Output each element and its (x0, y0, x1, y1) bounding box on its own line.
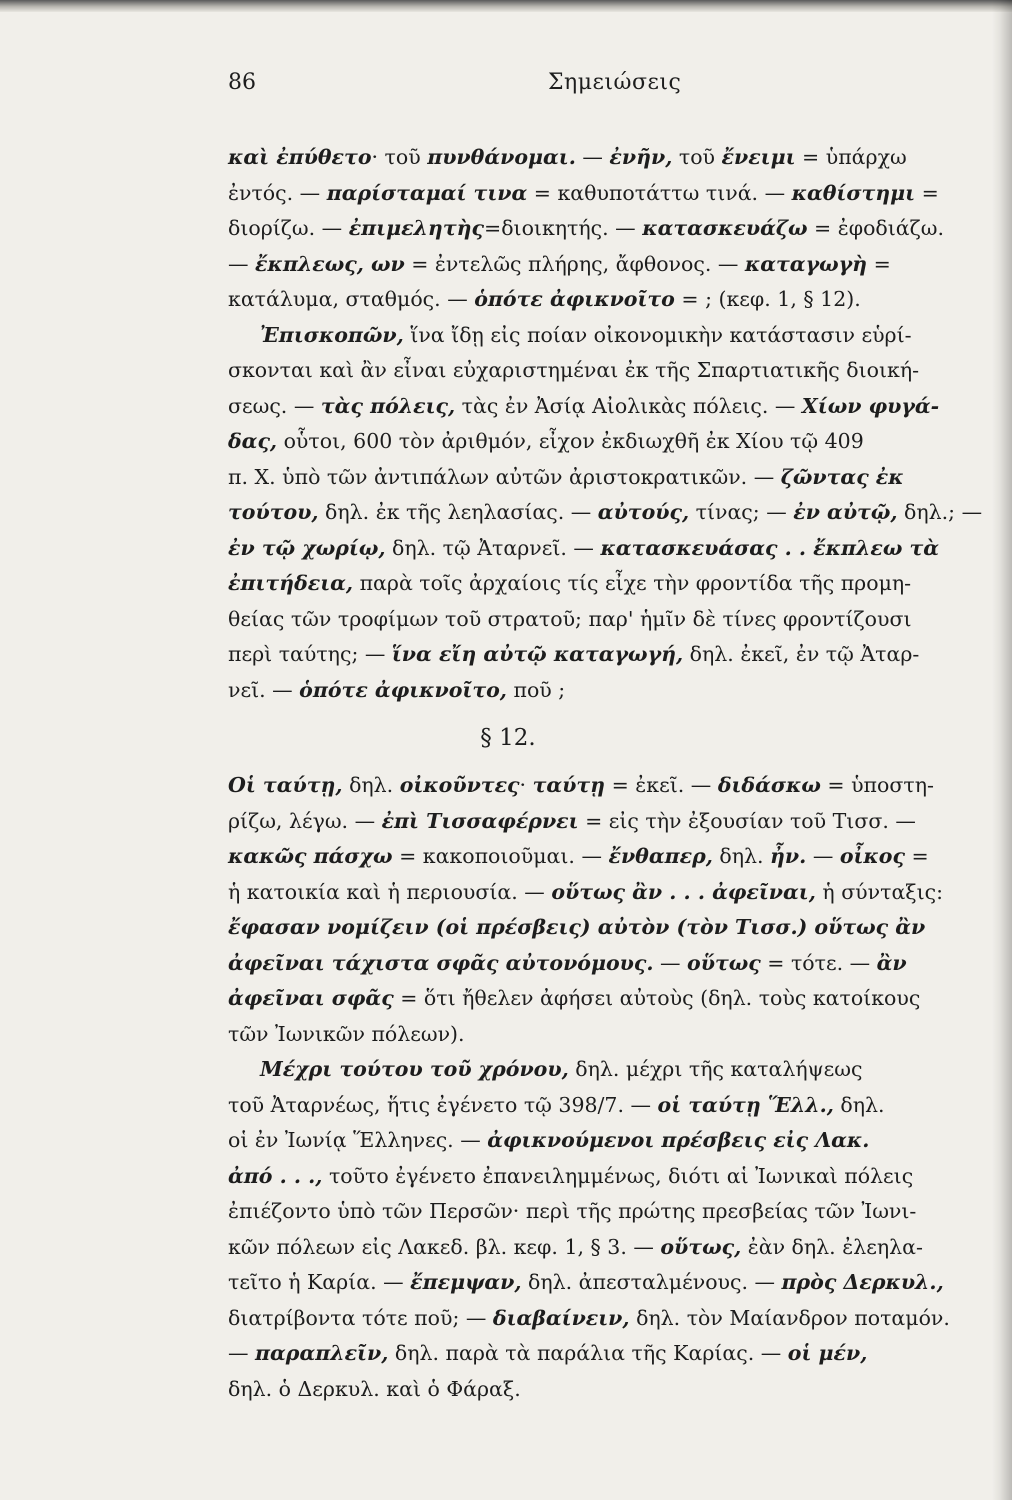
gloss-text: νεῖ. — (228, 677, 300, 702)
text-line (228, 353, 988, 389)
gloss-text: ποῦ ; (506, 677, 566, 702)
gloss-text: διατρίβοντα τότε ποῦ; — (228, 1305, 493, 1330)
text-line (228, 247, 988, 283)
gloss-text: = ἐκεῖ. — (605, 773, 718, 797)
text-line (228, 1159, 988, 1195)
lemma-term: Χίων φυγά- (801, 393, 940, 418)
text-line (228, 389, 988, 425)
lemma-term: ἔφασαν νομίζειν (οἱ πρέσβεις) αὐτὸν (τὸν Τισσ.) οὕτως ἂν (228, 915, 926, 939)
gloss-text: δηλ. (712, 844, 771, 868)
lemma-term: Μέχρι τούτου τοῦ χρόνου, (260, 1057, 569, 1081)
running-head: Σημειώσεις (548, 70, 682, 95)
lemma-term: ἀφεῖναι σφᾶς (228, 986, 394, 1010)
lemma-term: διδάσκω (717, 773, 821, 797)
text-line (228, 1123, 988, 1159)
gloss-text: = ὑπάρχω (795, 145, 907, 169)
lemma-term: ἔνειμι (721, 145, 796, 169)
gloss-text: τὰς ἐν Ἀσίᾳ Αἰολικὰς πόλεις. — (455, 393, 802, 418)
text-line (228, 875, 988, 911)
gloss-text: · τοῦ (371, 145, 428, 169)
lemma-term: καθίστημι (791, 180, 916, 205)
text-line (228, 282, 988, 318)
gloss-text: δηλ. ὁ Δερκυλ. καὶ ὁ Φάραξ. (228, 1376, 521, 1401)
lemma-term: οἱ μέν, (787, 1341, 868, 1365)
lemma-term: ἂν (876, 950, 907, 975)
gloss-text: ἐντός. — (228, 180, 327, 205)
gloss-text: = κακοποιοῦμαι. — (392, 844, 609, 868)
gloss-text: δηλ. τὸν Μαίανδρον ποταμόν. (629, 1305, 950, 1330)
lemma-term: Ἐπισκοπῶν, (260, 322, 404, 347)
gloss-text: — (575, 145, 610, 169)
text-line (228, 140, 988, 176)
gloss-text: — (806, 844, 840, 868)
gloss-text: ἡ κατοικία καὶ ἡ περιουσία. — (228, 879, 552, 904)
gloss-text: σεως. — (228, 393, 321, 418)
gloss-text: παρὰ τοῖς ἀρχαίοις τίς εἶχε τὴν φροντίδα τῆς προμη- (353, 571, 912, 595)
text-line (228, 673, 988, 709)
gloss-text: τῶν Ἰωνικῶν πόλεων). (228, 1021, 465, 1046)
gloss-text: — (228, 251, 256, 276)
lemma-term: κακῶς πάσχω (228, 844, 393, 868)
gloss-text: κῶν πόλεων εἰς Λακεδ. βλ. κεφ. 1, § 3. — (228, 1234, 661, 1259)
lemma-term: οἶκος (839, 844, 905, 868)
gloss-text: π. Χ. ὑπὸ τῶν ἀντιπάλων αὐτῶν ἀριστοκρατικῶν. — (228, 464, 781, 489)
text-line (228, 318, 988, 354)
text-line (228, 1301, 988, 1337)
gloss-text: ἐὰν δηλ. ἐλεηλα- (741, 1234, 923, 1259)
lemma-term: αὐτούς, (597, 500, 690, 524)
lemma-term: πυνθάνομαι. (427, 145, 576, 169)
gloss-text: τοῦ Ἀταρνέως, ἥτις ἐγένετο τῷ 398/7. — (228, 1092, 658, 1117)
page-header (228, 70, 928, 106)
lemma-term: διαβαίνειν, (492, 1305, 630, 1330)
gloss-text: οἱ ἐν Ἰωνίᾳ Ἕλληνες. — (228, 1128, 488, 1152)
gloss-text: τοῦ (672, 145, 722, 169)
gloss-text: = ἐντελῶς πλήρης, ἄφθονος. — (404, 251, 745, 276)
text-line (228, 768, 988, 804)
gloss-text: = εἰς τὴν ἐξουσίαν τοῦ Τισσ. — (578, 808, 916, 833)
lemma-term: ἀφικνούμενοι πρέσβεις εἰς Λακ. (487, 1128, 870, 1152)
gloss-text: δηλ. μέχρι τῆς καταλήψεως (568, 1057, 863, 1081)
text-line (228, 839, 988, 875)
gloss-text: ἵνα ἴδῃ εἰς ποίαν οἰκονομικὴν κατάστασιν εὑρί- (403, 322, 912, 347)
lemma-term: τὰς πόλεις, (320, 393, 456, 418)
lemma-term: οὕτως (687, 950, 761, 975)
gloss-text: · (519, 773, 533, 797)
gloss-text: = τότε. — (760, 950, 877, 975)
lemma-term: ἀφεῖναι τάχιστα σφᾶς αὐτονόμους. (228, 950, 654, 975)
lemma-term: παραπλεῖν, (255, 1341, 389, 1365)
lemma-term: ἔπεμψαν, (410, 1270, 522, 1294)
text-line (228, 460, 988, 496)
page-number: 86 (228, 70, 256, 95)
gloss-text: = (904, 844, 929, 868)
text-line (228, 176, 988, 212)
text-line (228, 424, 988, 460)
gloss-text: = ; (κεφ. 1, § 12). (674, 287, 861, 311)
section-heading: § 12. (480, 725, 536, 751)
text-line (228, 1088, 988, 1124)
text-line (228, 910, 988, 946)
lemma-term: τούτου, (228, 500, 319, 524)
lemma-term: ἐνῆν, (609, 145, 673, 169)
text-line (228, 1194, 988, 1230)
text-line (228, 1230, 988, 1266)
gloss-text: δηλ. (342, 773, 400, 797)
lemma-term: οἰκοῦντες (399, 773, 520, 797)
text-line (228, 1265, 988, 1301)
gloss-text: ρίζω, λέγω. — (228, 808, 382, 833)
lemma-term: ζῶντας ἐκ (780, 464, 904, 489)
text-line (228, 495, 988, 531)
gloss-text: σκονται καὶ ἂν εἶναι εὐχαριστημέναι ἐκ τῆς Σπαρτιατικῆς διοική- (228, 358, 920, 382)
gloss-text: τοῦτο ἐγένετο ἐπανειλημμένως, διότι αἱ Ἰωνικαὶ πόλεις (322, 1163, 914, 1188)
text-line (228, 981, 988, 1017)
gloss-text: θείας τῶν τροφίμων τοῦ στρατοῦ; παρ' ἡμῖν δὲ τίνες φροντίζουσι (228, 606, 912, 631)
lemma-term: ὁπότε ἀφικνοῖτο, (299, 677, 507, 702)
gloss-text: δηλ. ἐκ τῆς λεηλασίας. — (318, 500, 598, 524)
lemma-term: ἐπὶ Τισσαφέρνει (381, 808, 579, 833)
lemma-term: πρὸς Δερκυλ., (781, 1270, 944, 1294)
page-binding-shadow (992, 0, 1012, 1500)
gloss-text: δηλ.; — (897, 500, 983, 524)
text-line (228, 1336, 988, 1372)
notes-block-section-12 (228, 768, 988, 1407)
gloss-text: τίνας; — (689, 500, 794, 524)
gloss-text: δηλ. (833, 1092, 885, 1117)
gloss-text: δηλ. παρὰ τὰ παράλια τῆς Καρίας. — (388, 1341, 788, 1365)
lemma-term: οὕτως ἂν . . . ἀφεῖναι, (551, 879, 816, 904)
text-line (228, 531, 988, 567)
gloss-text: δηλ. ἐκεῖ, ἐν τῷ Ἀταρ- (683, 642, 920, 666)
gloss-text: δηλ. ἀπεσταλμένους. — (521, 1270, 782, 1294)
gloss-text: — (228, 1341, 256, 1365)
lemma-term: ἔκπλεως, ων (255, 251, 405, 276)
gloss-text: τεῖτο ἡ Καρία. — (228, 1270, 411, 1294)
gloss-text: δηλ. τῷ Ἀταρνεῖ. — (385, 535, 601, 560)
gloss-text: οὗτοι, 600 τὸν ἀριθμόν, εἶχον ἐκδιωχθῆ ἐκ Χίου τῷ 409 (277, 429, 864, 453)
gloss-text: = ἐφοδιάζω. (807, 216, 944, 240)
text-line (228, 211, 988, 247)
gloss-text: διορίζω. — (228, 216, 349, 240)
notes-block-section-11 (228, 140, 988, 708)
gloss-text: — (653, 950, 688, 975)
lemma-term: καὶ ἐπύθετο (228, 145, 372, 169)
lemma-term: κατασκευάσας . . ἔκπλεω τὰ (600, 535, 940, 560)
lemma-term: ἐν τῷ χωρίῳ, (228, 535, 386, 560)
text-line (228, 1052, 988, 1088)
text-line (228, 566, 988, 602)
gloss-text: ἐπιέζοντο ὑπὸ τῶν Περσῶν· περὶ τῆς πρώτης πρεσβείας τῶν Ἰωνι- (228, 1199, 917, 1223)
lemma-term: καταγωγὴ (744, 251, 868, 276)
text-line (228, 946, 988, 982)
lemma-term: ἔνθαπερ, (608, 844, 713, 868)
lemma-term: οὕτως, (660, 1234, 742, 1259)
gloss-text: περὶ ταύτης; — (228, 642, 392, 666)
gloss-text: = καθυποτάττω τινά. — (527, 180, 792, 205)
text-line (228, 602, 988, 638)
lemma-term: ἀπό . . ., (228, 1163, 323, 1188)
text-line (228, 1017, 988, 1053)
lemma-term: κατασκευάζω (642, 216, 808, 240)
lemma-term: ἵνα εἴη αὐτῷ καταγωγή, (391, 642, 684, 666)
gloss-text: = (867, 251, 891, 276)
lemma-term: παρίσταμαί τινα (326, 180, 528, 205)
gloss-text: = ὑποστη- (820, 773, 934, 797)
gloss-text: κατάλυμα, σταθμός. — (228, 287, 475, 311)
page-top-shadow (0, 0, 1012, 12)
gloss-text: =διοικητής. — (484, 216, 643, 240)
lemma-term: ἐπιτήδεια, (228, 571, 354, 595)
gloss-text: = ὅτι ἤθελεν ἀφήσει αὐτοὺς (δηλ. τοὺς κατοίκους (393, 986, 921, 1010)
lemma-term: ταύτῃ (532, 773, 606, 797)
lemma-term: ἐπιμελητὴς (348, 216, 485, 240)
lemma-term: ἐν αὐτῷ, (793, 500, 898, 524)
text-line (228, 1372, 988, 1408)
text-line (228, 804, 988, 840)
lemma-term: οἱ ταύτῃ Ἕλλ., (657, 1092, 834, 1117)
notes-text (228, 140, 988, 1407)
lemma-term: δας, (228, 429, 278, 453)
lemma-term: ὁπότε ἀφικνοῖτο (474, 287, 675, 311)
gloss-text: = (915, 180, 939, 205)
lemma-term: ἦν. (770, 844, 807, 868)
text-line (228, 637, 988, 673)
lemma-term: Οἱ ταύτῃ, (228, 773, 343, 797)
gloss-text: ἡ σύνταξις: (815, 879, 944, 904)
